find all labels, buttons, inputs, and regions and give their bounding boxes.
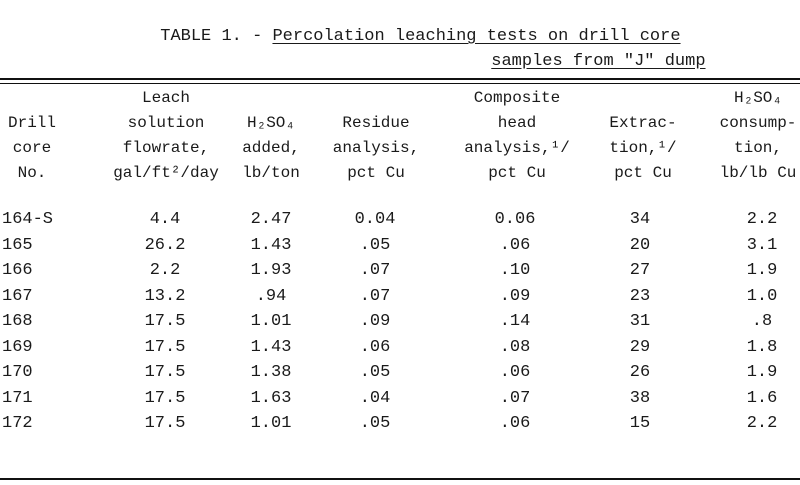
table-caption-line-1: Percolation leaching tests on drill core: [272, 27, 681, 46]
h2so4-consumption-cell: 1.8: [746, 337, 778, 357]
composite-head-header: [452, 86, 582, 186]
table-row: [0, 287, 800, 310]
drill-core-no-cell: 164-S: [2, 210, 54, 229]
leach-flowrate-header-line: Leach: [141, 89, 190, 107]
extraction-header-line: Extrac-: [609, 114, 677, 132]
flowrate-cell: 17.5: [144, 414, 186, 433]
extraction-cell: 20: [629, 235, 651, 255]
leach-flowrate-header-line: solution: [127, 114, 205, 132]
h2so4-added-header-line: H₂SO₄: [246, 114, 295, 132]
h2so4-consumption-cell: 1.0: [746, 286, 778, 306]
h2so4-consumption-cell: 1.9: [746, 261, 778, 280]
extraction-cell: 34: [629, 210, 651, 229]
table-row: [0, 338, 800, 361]
residue-analysis-header-line: Residue: [342, 114, 410, 132]
drill-core-no-header-line: core: [12, 139, 52, 157]
h2so4-consumption-cell: 1.6: [746, 388, 778, 408]
drill-core-no-cell: 172: [2, 414, 33, 433]
drill-core-no-cell: 170: [2, 363, 33, 382]
composite-head-header-line: analysis,¹/: [464, 139, 570, 157]
extraction-cell: 29: [629, 337, 651, 357]
h2so4-added-cell: 2.47: [250, 210, 292, 229]
drill-core-no-header: [0, 86, 64, 186]
composite-head-cell: .10: [499, 261, 531, 280]
composite-head-cell: .06: [499, 414, 531, 433]
extraction-cell: 23: [629, 286, 651, 306]
residue-analysis-cell: .04: [359, 388, 391, 408]
residue-analysis-cell: .09: [359, 312, 391, 331]
drill-core-no-cell: 166: [2, 261, 33, 280]
flowrate-cell: 17.5: [144, 363, 186, 382]
table-row: [0, 210, 800, 233]
flowrate-cell: 2.2: [149, 261, 181, 280]
flowrate-cell: 17.5: [144, 312, 186, 331]
h2so4-consumption-header-line: tion,: [733, 139, 782, 157]
flowrate-cell: 17.5: [144, 337, 186, 357]
h2so4-added-header-line: [228, 86, 314, 111]
drill-core-no-header-line: [0, 86, 64, 111]
extraction-cell: 31: [629, 312, 651, 331]
top-rule: [0, 78, 800, 80]
table-row: [0, 363, 800, 386]
table-row: [0, 389, 800, 412]
h2so4-consumption-header: [708, 86, 800, 186]
extraction-cell: 27: [629, 261, 651, 280]
h2so4-added-header-line: lb/ton: [242, 164, 300, 182]
h2so4-consumption-cell: .8: [751, 312, 773, 331]
residue-analysis-cell: .06: [359, 337, 391, 357]
leach-flowrate-header-line: flowrate,: [122, 139, 210, 157]
flowrate-cell: 26.2: [144, 235, 186, 255]
h2so4-added-header-line: added,: [242, 139, 300, 157]
residue-analysis-cell: .07: [359, 286, 391, 306]
extraction-cell: 38: [629, 388, 651, 408]
top-rule-secondary: [0, 83, 800, 84]
h2so4-added-header: [228, 86, 314, 186]
h2so4-added-cell: 1.01: [250, 414, 292, 433]
flowrate-cell: 13.2: [144, 286, 186, 306]
residue-analysis-header-line: analysis,: [332, 139, 420, 157]
extraction-header-line: pct Cu: [614, 164, 672, 182]
h2so4-added-cell: 1.93: [250, 261, 292, 280]
table-row: [0, 236, 800, 259]
drill-core-no-cell: 171: [2, 388, 33, 408]
table-row: [0, 312, 800, 335]
h2so4-added-cell: 1.01: [250, 312, 292, 331]
drill-core-no-header-line: Drill: [7, 114, 56, 132]
extraction-header-line: tion,¹/: [609, 139, 677, 157]
table-row: [0, 261, 800, 284]
composite-head-cell: .09: [499, 286, 531, 306]
extraction-cell: 15: [629, 414, 651, 433]
h2so4-consumption-cell: 2.2: [746, 414, 778, 433]
leach-flowrate-header: [96, 86, 236, 186]
table-caption-line-2-wrap: [178, 33, 800, 90]
residue-analysis-header-line: pct Cu: [347, 164, 405, 182]
residue-analysis-header-line: [326, 86, 426, 111]
composite-head-header-line: pct Cu: [488, 164, 546, 182]
composite-head-header-line: head: [497, 114, 537, 132]
h2so4-consumption-header-line: lb/lb Cu: [719, 164, 797, 182]
residue-analysis-cell: 0.04: [354, 210, 396, 229]
h2so4-added-cell: 1.43: [250, 337, 292, 357]
drill-core-no-cell: 168: [2, 312, 33, 331]
composite-head-cell: .06: [499, 235, 531, 255]
composite-head-cell: .08: [499, 337, 531, 357]
h2so4-added-cell: 1.43: [250, 235, 292, 255]
drill-core-no-cell: 169: [2, 337, 33, 357]
residue-analysis-cell: .05: [359, 235, 391, 255]
extraction-header: [600, 86, 686, 186]
residue-analysis-cell: .05: [359, 363, 391, 382]
h2so4-consumption-cell: 3.1: [746, 235, 778, 255]
composite-head-cell: 0.06: [494, 210, 536, 229]
drill-core-no-header-line: No.: [17, 164, 47, 182]
residue-analysis-cell: .05: [359, 414, 391, 433]
table-caption-line-2: samples from "J" dump: [491, 52, 706, 71]
leach-flowrate-header-line: gal/ft²/day: [113, 164, 219, 182]
h2so4-added-cell: 1.38: [250, 363, 292, 382]
h2so4-added-cell: 1.63: [250, 388, 292, 408]
h2so4-consumption-cell: 1.9: [746, 363, 778, 382]
extraction-header-line: [600, 86, 686, 111]
composite-head-cell: .07: [499, 388, 531, 408]
h2so4-consumption-cell: 2.2: [746, 210, 778, 229]
composite-head-cell: .06: [499, 363, 531, 382]
h2so4-added-cell: .94: [255, 286, 287, 306]
residue-analysis-header: [326, 86, 426, 186]
composite-head-cell: .14: [499, 312, 531, 331]
h2so4-consumption-header-line: H₂SO₄: [733, 89, 782, 107]
h2so4-consumption-header-line: consump-: [719, 114, 797, 132]
extraction-cell: 26: [629, 363, 651, 382]
residue-analysis-cell: .07: [359, 261, 391, 280]
drill-core-no-cell: 167: [2, 286, 33, 306]
flowrate-cell: 4.4: [149, 210, 181, 229]
table-number: TABLE 1. -: [160, 27, 273, 46]
bottom-rule: [0, 478, 800, 480]
flowrate-cell: 17.5: [144, 388, 186, 408]
composite-head-header-line: Composite: [473, 89, 561, 107]
table-row: [0, 414, 800, 437]
drill-core-no-cell: 165: [2, 235, 33, 255]
